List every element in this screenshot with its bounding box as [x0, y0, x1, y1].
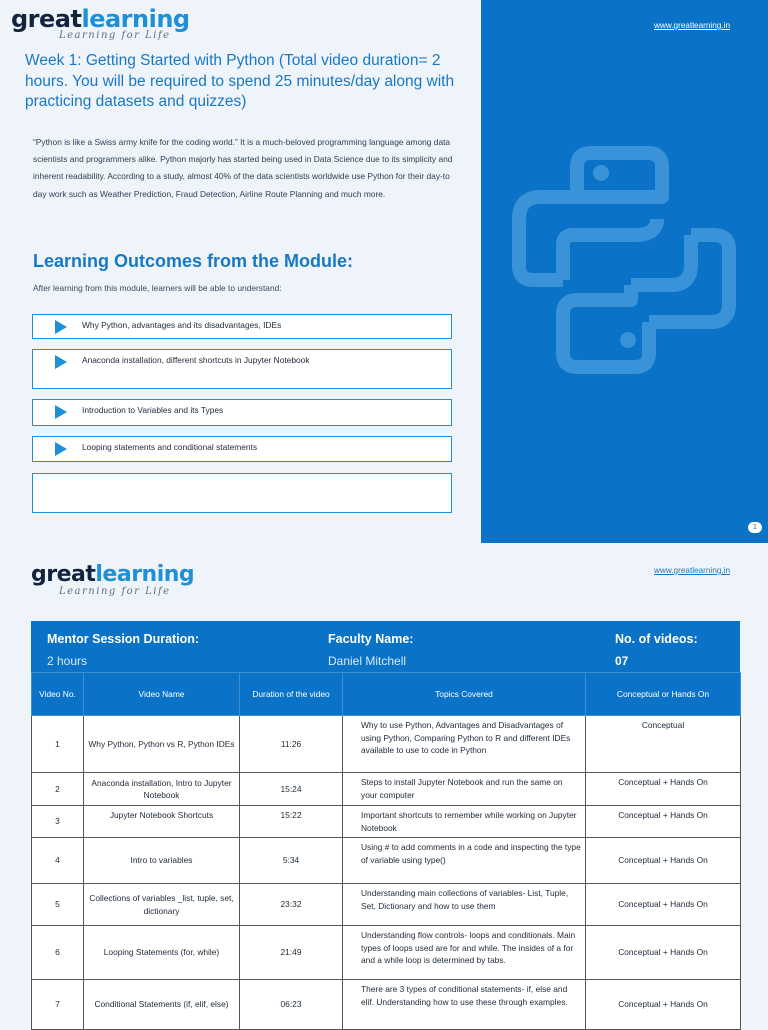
- play-arrow-icon: [55, 405, 67, 419]
- col-header: Conceptual or Hands On: [586, 673, 741, 716]
- table-header-row: [32, 673, 741, 716]
- greatlearning-logo: greatlearning Learning for Life: [11, 5, 190, 41]
- videos-count-value: 07: [615, 654, 629, 668]
- col-header: Duration of the video: [240, 673, 343, 716]
- table-row: 1 Why Python, Python vs R, Python IDEs 11:26 Why to use Python, Advantages and Disadvantages of using Python, Comparing Python to R and different IDEs available to use to code in Python Conceptual: [32, 716, 741, 773]
- intro-paragraph: “Python is like a Swiss army knife for the coding world.” It is a much-beloved programming language among data scientists and programmers alike. Python majorly has started being used in Data Science due to its simplicity and inherent readability. According to a study, almost 40% of the data scientists worldwide use Python for their day-to day work such as Weather Prediction, Fraud Detection, Airline Route Planning and much more.: [33, 137, 453, 199]
- table-row: 6 Looping Statements (for, while) 21:49 Understanding flow controls- loops and conditionals. Main types of loops used are for and while. The insides of a for and a while loop is determined by tabs. Conceptual + Hands On: [32, 926, 741, 980]
- website-link[interactable]: www.greatlearning.in: [654, 21, 731, 30]
- session-info-header: [31, 621, 740, 672]
- mentor-session-label: Mentor Session Duration:: [47, 632, 200, 646]
- python-logo-icon: [481, 0, 768, 543]
- mentor-session-value: 2 hours: [47, 654, 88, 668]
- col-header: Topics Covered: [343, 673, 586, 716]
- table-row: 7 Conditional Statements (if, elif, else) 06:23 There are 3 types of conditional statements- if, else and elif. Understanding how to use these through examples. Conceptual + Hands On: [32, 980, 741, 1030]
- play-arrow-icon: [55, 320, 67, 334]
- table-row: 3 Jupyter Notebook Shortcuts 15:22 Important shortcuts to remember while working on Jupyter Notebook Conceptual + Hands On: [32, 806, 741, 838]
- faculty-value: Daniel Mitchell: [328, 654, 407, 668]
- col-header: Video No.: [32, 673, 84, 716]
- play-arrow-icon: [55, 355, 67, 369]
- video-table: [31, 672, 741, 1030]
- outcome-item: Anaconda installation, different shortcuts in Jupyter Notebook: [32, 349, 452, 389]
- page-number: 1: [748, 522, 762, 533]
- table-row: 2 Anaconda installation, Intro to Jupyter Notebook 15:24 Steps to install Jupyter Notebook and run the same on your computer Conceptual + Hands On: [32, 773, 741, 806]
- outcomes-subtitle: After learning from this module, learners will be able to understand:: [33, 283, 282, 293]
- col-header: Video Name: [84, 673, 240, 716]
- outcomes-title: Learning Outcomes from the Module:: [33, 251, 354, 271]
- outcome-item: Introduction to Variables and its Types: [32, 399, 452, 426]
- table-row: 5 Collections of variables _list, tuple, set, dictionary 23:32 Understanding main collections of variables- List, Tuple, Set, Dictionary and how to use them Conceptual + Hands On: [32, 884, 741, 926]
- outcome-item: Why Python, advantages and its disadvantages, IDEs: [32, 314, 452, 339]
- week-title: Week 1: Getting Started with Python (Total video duration= 2 hours. You will be required to spend 25 minutes/day along with practicing datasets and quizzes): [25, 52, 455, 110]
- greatlearning-logo: greatlearning Learning for Life: [31, 562, 195, 597]
- videos-count-label: No. of videos:: [615, 632, 698, 646]
- outcome-item: Looping statements and conditional statements: [32, 436, 452, 462]
- faculty-label: Faculty Name:: [328, 632, 414, 646]
- outcome-item-empty: [32, 473, 452, 513]
- website-link[interactable]: www.greatlearning.in: [654, 566, 731, 575]
- table-row: 4 Intro to variables 5:34 Using # to add comments in a code and inspecting the type of variable using type() Conceptual + Hands On: [32, 838, 741, 884]
- play-arrow-icon: [55, 442, 67, 456]
- python-banner-panel: [481, 0, 768, 543]
